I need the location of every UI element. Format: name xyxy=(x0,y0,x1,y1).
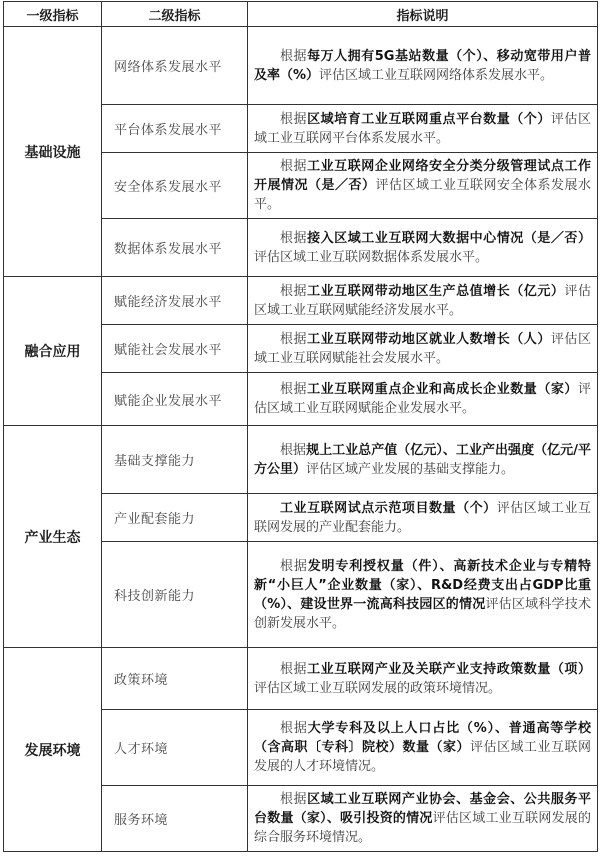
table-row xyxy=(4,648,598,710)
description-metric: 工业互联网企业网络安全分类分级管理试点工作开展情况（是／否） xyxy=(254,159,591,193)
level1-indicator: 发展环境 xyxy=(4,648,102,852)
indicator-description xyxy=(248,373,598,426)
level2-indicator: 赋能社会发展水平 xyxy=(102,325,248,373)
description-lead: 根据 xyxy=(280,159,308,174)
indicator-description xyxy=(248,153,598,219)
description-metric: 工业互联网带动地区就业人数增长（人） xyxy=(307,331,551,347)
description-metric: 接入区域工业互联网大数据中心情况（是／否） xyxy=(307,230,591,246)
description-metric: 大学专科及以上人口占比（%）、普通高等学校（含高职〔专科〕院校）数量（家） xyxy=(254,721,591,755)
table-row xyxy=(4,426,598,494)
description-purpose: 评估区域工业互联网赋能社会发展水平。 xyxy=(254,331,591,366)
level1-indicator: 融合应用 xyxy=(4,277,102,426)
level2-indicator: 网络体系发展水平 xyxy=(102,27,248,105)
description-lead: 根据 xyxy=(280,442,307,458)
description-purpose: 评估区域工业互联网数据体系发展水平。 xyxy=(254,249,489,265)
indicator-description xyxy=(248,494,598,542)
description-lead: 根据 xyxy=(280,661,308,677)
description-lead: 根据 xyxy=(280,382,308,397)
description-metric: 区域培育工业互联网重点平台数量（个） xyxy=(307,111,551,127)
indicator-description xyxy=(248,325,598,373)
description-metric: 工业互联网重点企业和高成长企业数量（家） xyxy=(307,382,578,397)
description-purpose: 评估区域工业互联网赋能经济发展水平。 xyxy=(254,283,591,318)
indicator-table xyxy=(3,1,598,852)
description-purpose: 评估区域工业互联网发展的政策环境情况。 xyxy=(254,680,502,696)
description-lead: 根据 xyxy=(280,230,308,246)
description-purpose: 评估区域工业互联网网络体系发展水平。 xyxy=(319,67,554,83)
description-metric: 发明专利授权量（件）、高新技术企业与专精特新“小巨人”企业数量（家）、R&D经费支出占GDP比重（%）、建设世界一流高科技园区的情况 xyxy=(254,558,591,612)
description-purpose: 评估区域工业互联网赋能企业发展水平。 xyxy=(254,382,591,416)
level1-indicator: 基础设施 xyxy=(4,27,102,277)
table-row xyxy=(4,27,598,105)
description-lead: 根据 xyxy=(280,558,308,574)
description-lead: 根据 xyxy=(280,111,308,127)
description-purpose: 评估区域科学技术创新发展水平。 xyxy=(254,596,591,631)
description-lead: 根据 xyxy=(280,283,308,299)
header-row xyxy=(4,2,598,27)
description-metric: 工业互联网试点示范项目数量（个） xyxy=(280,500,497,516)
description-lead: 根据 xyxy=(280,48,308,64)
level2-indicator: 人才环境 xyxy=(102,710,248,786)
indicator-description xyxy=(248,542,598,648)
level2-indicator: 基础支撑能力 xyxy=(102,426,248,494)
level2-indicator: 服务环境 xyxy=(102,786,248,852)
description-metric: 区域工业互联网产业协会、基金会、公共服务平台数量（家）、吸引投资的情况 xyxy=(254,792,591,826)
description-metric: 每万人拥有5G基站数量（个）、移动宽带用户普及率（%） xyxy=(254,48,591,83)
indicator-description xyxy=(248,219,598,277)
description-purpose: 评估区域工业互联网发展的综合服务环境情况。 xyxy=(254,811,591,845)
header-description: 指标说明 xyxy=(248,2,598,27)
indicator-description xyxy=(248,277,598,325)
description-lead: 根据 xyxy=(280,721,308,736)
level2-indicator: 政策环境 xyxy=(102,648,248,710)
description-lead xyxy=(254,501,280,516)
indicator-description xyxy=(248,710,598,786)
indicator-description xyxy=(248,105,598,153)
description-purpose: 评估区域工业互联网安全体系发展水平。 xyxy=(254,178,591,212)
indicator-description xyxy=(248,426,598,494)
header-level1: 一级指标 xyxy=(4,2,102,27)
level2-indicator: 科技创新能力 xyxy=(102,542,248,648)
description-metric: 工业互联网带动地区生产总值增长（亿元） xyxy=(307,283,565,299)
header-level2: 二级指标 xyxy=(102,2,248,27)
description-lead: 根据 xyxy=(280,792,308,807)
level1-indicator: 产业生态 xyxy=(4,426,102,648)
description-metric: 工业互联网产业及关联产业支持政策数量（项） xyxy=(307,661,591,677)
indicator-description xyxy=(248,786,598,852)
description-purpose: 评估区域工业互联网发展的人才环境情况。 xyxy=(254,740,591,774)
description-metric: 规上工业总产值（亿元）、工业产出强度（亿元/平方公里） xyxy=(254,442,591,477)
level2-indicator: 安全体系发展水平 xyxy=(102,153,248,219)
level2-indicator: 平台体系发展水平 xyxy=(102,105,248,153)
description-purpose: 评估区域工业互联网平台体系发展水平。 xyxy=(254,111,591,146)
level2-indicator: 数据体系发展水平 xyxy=(102,219,248,277)
indicator-description xyxy=(248,27,598,105)
level2-indicator: 产业配套能力 xyxy=(102,494,248,542)
level2-indicator: 赋能经济发展水平 xyxy=(102,277,248,325)
description-purpose: 评估区域产业发展的基础支撑能力。 xyxy=(306,461,515,477)
level2-indicator: 赋能企业发展水平 xyxy=(102,373,248,426)
description-purpose: 评估区域工业互联网发展的产业配套能力。 xyxy=(254,500,591,535)
description-lead: 根据 xyxy=(280,331,308,347)
table-row xyxy=(4,277,598,325)
indicator-description xyxy=(248,648,598,710)
